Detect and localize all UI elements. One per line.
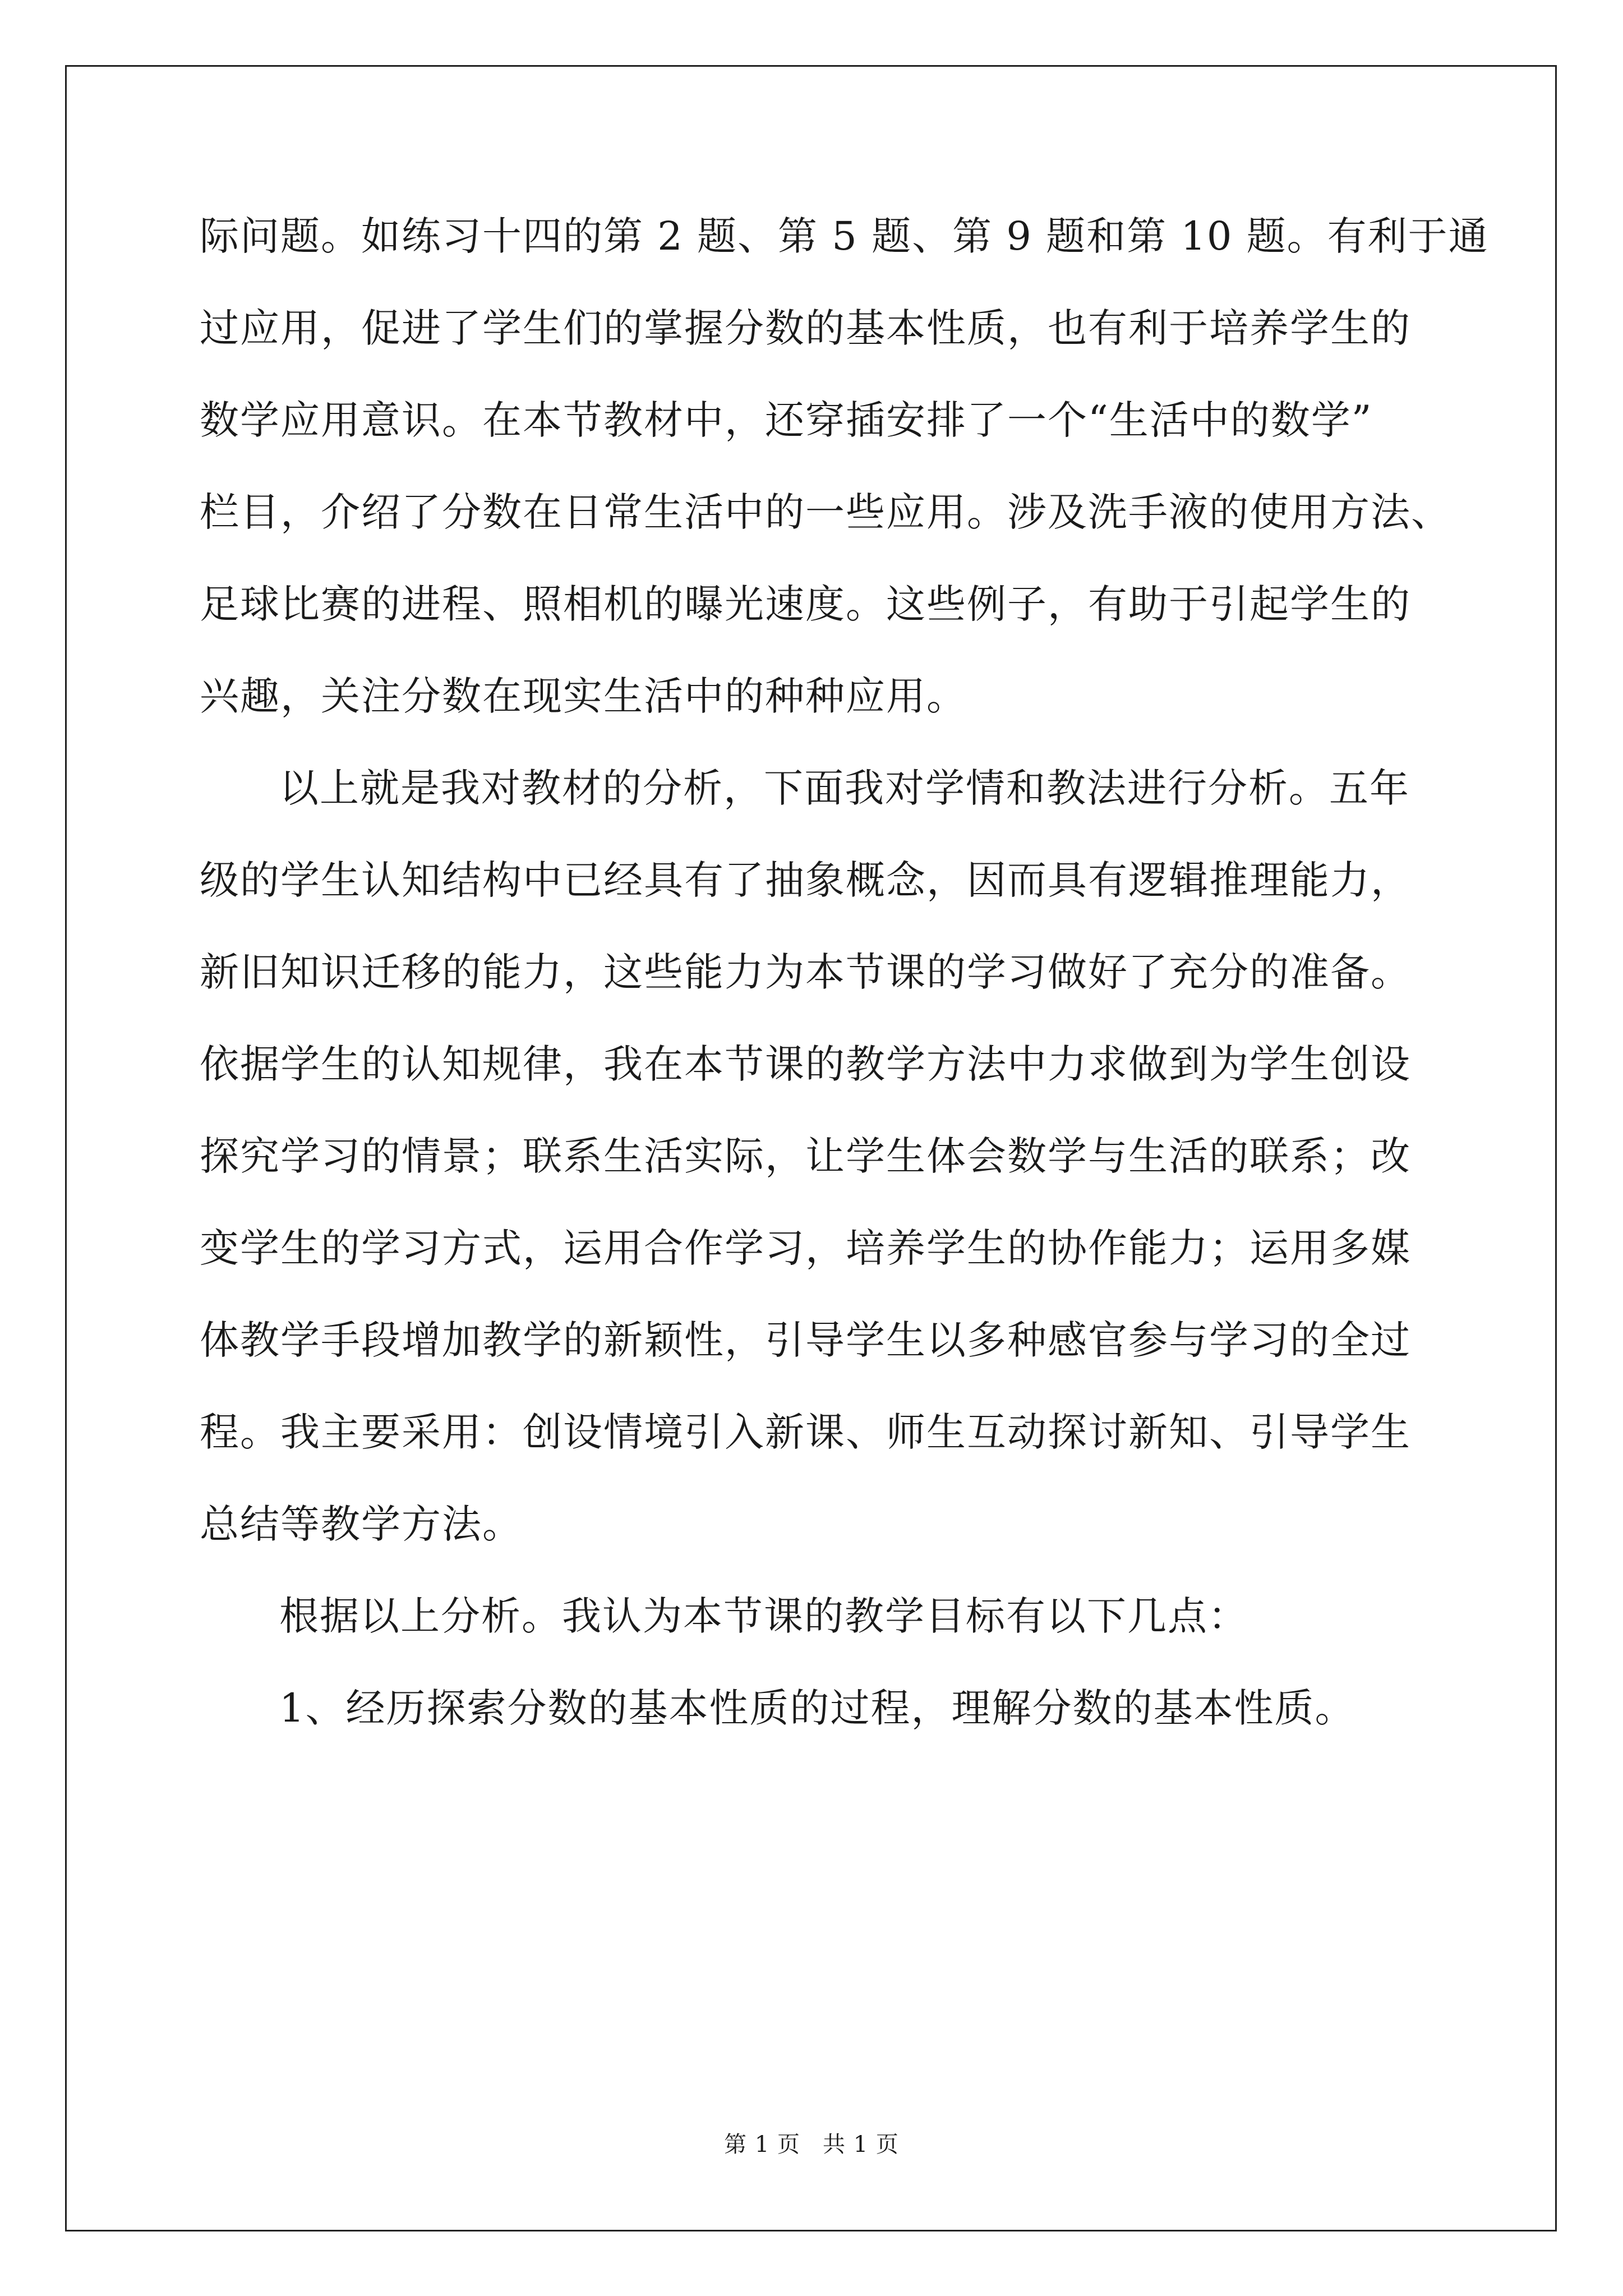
text-line: 过应用，促进了学生们的掌握分数的基本性质，也有利于培养学生的	[200, 305, 1411, 351]
page-number: 第 1 页	[724, 2132, 800, 2157]
text-line: 数学应用意识。在本节教材中，还穿插安排了一个“生活中的数学”	[200, 397, 1373, 443]
text-line: 际问题。如练习十四的第 2 题、第 5 题、第 9 题和第 10 题。有利于通	[200, 213, 1489, 259]
text-line: 程。我主要采用：创设情境引入新课、师生互动探讨新知、引导学生	[200, 1409, 1411, 1455]
text-line: 体教学手段增加教学的新颖性，引导学生以多种感官参与学习的全过	[200, 1317, 1411, 1363]
page-total: 共 1 页	[823, 2132, 899, 2157]
text-line: 1、经历探索分数的基本性质的过程，理解分数的基本性质。	[279, 1685, 1355, 1731]
text-line: 兴趣，关注分数在现实生活中的种种应用。	[200, 673, 967, 719]
page-footer	[0, 2131, 1623, 2159]
text-line: 以上就是我对教材的分析，下面我对学情和教法进行分析。五年	[279, 765, 1410, 811]
text-line: 足球比赛的进程、照相机的曝光速度。这些例子，有助于引起学生的	[200, 581, 1411, 627]
text-line: 依据学生的认知规律，我在本节课的教学方法中力求做到为学生创设	[200, 1041, 1411, 1087]
text-line: 新旧知识迁移的能力，这些能力为本节课的学习做好了充分的准备。	[200, 949, 1411, 995]
text-line: 栏目，介绍了分数在日常生活中的一些应用。涉及洗手液的使用方法、	[200, 489, 1451, 535]
text-line: 变学生的学习方式，运用合作学习，培养学生的协作能力；运用多媒	[200, 1225, 1411, 1271]
text-line: 探究学习的情景；联系生活实际，让学生体会数学与生活的联系；改	[200, 1133, 1411, 1179]
text-line: 根据以上分析。我认为本节课的教学目标有以下几点：	[279, 1593, 1248, 1639]
text-line: 级的学生认知结构中已经具有了抽象概念，因而具有逻辑推理能力，	[200, 857, 1411, 903]
text-line: 总结等教学方法。	[200, 1501, 523, 1547]
